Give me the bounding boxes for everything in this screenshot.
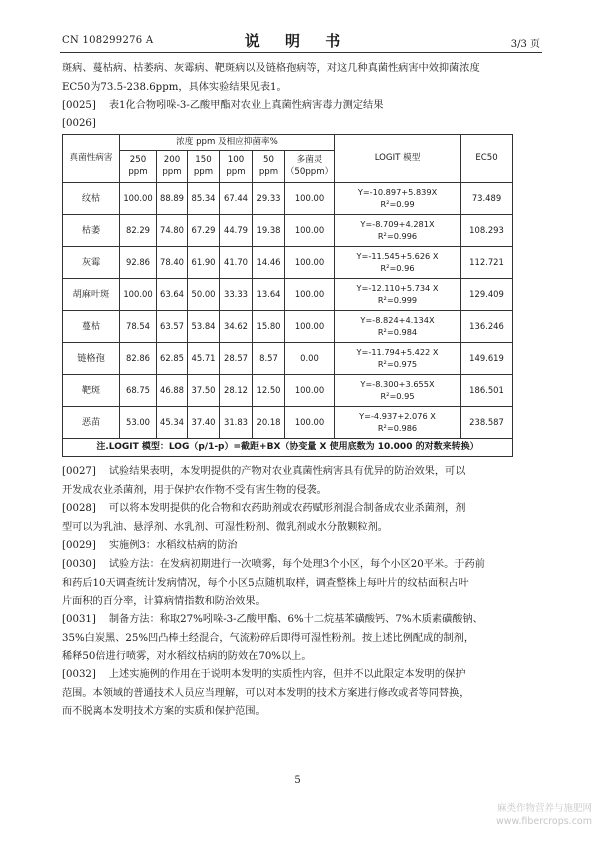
inhibition-value: 74.80	[157, 215, 188, 247]
table-row	[63, 279, 513, 311]
inhibition-value: 50.00	[188, 279, 220, 311]
logit-model	[335, 215, 461, 247]
pest-name: 靶斑	[63, 375, 120, 407]
header-rule	[60, 52, 542, 53]
paragraph-text: 上述实施例的作用在于说明本发明的实质性内容，但并不以此限定本发明的保护	[108, 669, 466, 680]
inhibition-value: 100.00	[120, 183, 157, 215]
table-row	[63, 247, 513, 279]
pest-name: 枯萎	[63, 215, 120, 247]
control-value: 100.00	[285, 407, 335, 439]
table-note: 注.LOGIT 模型：LOG（p/1-p）=截距+BX（协变量 X 使用底数为 10.000 的对数来转换）	[63, 439, 513, 457]
logit-equation: Y=-8.300+3.655X	[360, 379, 435, 389]
inhibition-value: 15.80	[253, 311, 285, 343]
header-ec50: EC50	[461, 135, 513, 183]
paragraph-line: 开发成农业杀菌剂，用于保护农作物不受有害生物的侵袭。	[62, 484, 327, 496]
inhibition-value: 31.83	[220, 407, 253, 439]
logit-model	[335, 375, 461, 407]
paragraph-line	[62, 500, 540, 519]
inhibition-value: 13.64	[253, 279, 285, 311]
table-row	[63, 183, 513, 215]
paragraph-number: [0032]	[62, 669, 96, 680]
inhibition-value: 37.40	[188, 407, 220, 439]
logit-r2: R²=0.996	[377, 230, 418, 241]
ec50-value: 73.489	[461, 183, 513, 215]
inhibition-value: 12.50	[253, 375, 285, 407]
inhibition-value: 8.57	[253, 343, 285, 375]
ec50-value: 238.587	[461, 407, 513, 439]
paragraph-0028	[62, 500, 540, 537]
logit-equation: Y=-11.794+5.422 X	[356, 347, 439, 357]
table-row	[63, 407, 513, 439]
logit-equation: Y=-8.824+4.134X	[360, 315, 435, 325]
inhibition-value: 63.64	[157, 279, 188, 311]
ec50-value: 129.409	[461, 279, 513, 311]
paragraph-line: 和药后10天调查统计发病情况，每个小区5点随机取样，调查整株上每叶片的纹枯面积占叶	[62, 577, 469, 589]
logit-r2: R²=0.984	[377, 326, 418, 337]
inhibition-value: 33.33	[220, 279, 253, 311]
logit-model	[335, 279, 461, 311]
watermark-line: www.fibercrops.com	[495, 816, 592, 827]
paragraph-number: [0027]	[62, 466, 96, 477]
intro-line: 斑病、蔓枯病、枯萎病、灰霉病、靶斑病以及链格孢病等，对这几种真菌性病害中效抑菌浓度	[62, 63, 480, 74]
paragraph-line	[62, 556, 540, 575]
paragraph-line: 稀释50倍进行喷雾，对水稻纹枯病的防效在70%以上。	[62, 651, 312, 662]
inhibition-value: 100.00	[120, 279, 157, 311]
inhibition-value: 53.84	[188, 311, 220, 343]
inhibition-value: 62.85	[157, 343, 188, 375]
logit-model	[335, 183, 461, 215]
paragraph-line	[62, 666, 540, 685]
header-conc: 100 ppm	[220, 151, 253, 183]
header-control: 多菌灵（50ppm）	[285, 151, 335, 183]
header-conc: 50 ppm	[253, 151, 285, 183]
logit-equation: Y=-11.545+5.626 X	[356, 251, 439, 261]
logit-r2: R²=0.99	[380, 198, 415, 209]
pest-name: 纹枯	[63, 183, 120, 215]
page-indicator: 3/3 页	[510, 39, 540, 50]
inhibition-value: 20.18	[253, 407, 285, 439]
paragraph-number: [0029]	[62, 540, 96, 551]
header-conc: 150 ppm	[188, 151, 220, 183]
inhibition-value: 41.70	[220, 247, 253, 279]
watermark-line: 麻类作物营养与施肥网	[496, 803, 592, 814]
inhibition-value: 37.50	[188, 375, 220, 407]
watermark	[470, 802, 592, 828]
paragraph-text: 实施例3：水稻纹枯病的防治	[108, 540, 238, 551]
paragraph-line: 35%白炭黑、25%凹凸棒土经混合，气流粉碎后即得可湿性粉剂。按上述比例配成的制剂，	[62, 632, 475, 644]
table-row	[63, 215, 513, 247]
inhibition-value: 63.57	[157, 311, 188, 343]
inhibition-value: 14.46	[253, 247, 285, 279]
inhibition-value: 78.40	[157, 247, 188, 279]
inhibition-value: 53.00	[120, 407, 157, 439]
paragraph-0026	[62, 115, 540, 134]
inhibition-value: 29.33	[253, 183, 285, 215]
ec50-value: 112.721	[461, 247, 513, 279]
paragraph-text: 制备方法：称取27%吲哚-3-乙酸甲酯、6%十二烷基苯磺酸钙、7%木质素磺酸钠、	[108, 614, 483, 625]
logit-r2: R²=0.975	[377, 358, 418, 369]
inhibition-value: 28.12	[220, 375, 253, 407]
intro-paragraph	[62, 60, 540, 97]
inhibition-value: 67.29	[188, 215, 220, 247]
paragraph-number: [0026]	[62, 118, 96, 129]
ec50-value: 108.293	[461, 215, 513, 247]
ec50-value: 186.501	[461, 375, 513, 407]
paragraph-line: 而不脱离本发明技术方案的实质和保护范围。	[62, 706, 266, 717]
logit-model	[335, 311, 461, 343]
inhibition-value: 45.34	[157, 407, 188, 439]
logit-equation: Y=-12.110+5.734 X	[356, 283, 439, 293]
paragraph-number: [0031]	[62, 614, 96, 625]
control-value: 100.00	[285, 375, 335, 407]
inhibition-value: 67.44	[220, 183, 253, 215]
inhibition-value: 28.57	[220, 343, 253, 375]
paragraph-line: 型可以为乳油、悬浮剂、水乳剂、可湿性粉剂、微乳剂或水分散颗粒剂。	[62, 521, 388, 533]
header-conc: 250 ppm	[120, 151, 157, 183]
page-title: 说 明 书	[244, 32, 351, 50]
logit-model	[335, 247, 461, 279]
inhibition-value: 44.79	[220, 215, 253, 247]
logit-model	[335, 343, 461, 375]
inhibition-value: 88.89	[157, 183, 188, 215]
header-concentration-group: 浓度 ppm 及相应抑菌率%	[120, 135, 335, 151]
paragraph-line: 片面积的百分率，计算病情指数和防治效果。	[62, 596, 266, 607]
paragraph-line: 范围。本领域的普通技术人员应当理解，可以对本发明的技术方案进行修改或者等同替换，	[62, 687, 470, 699]
inhibition-value: 85.34	[188, 183, 220, 215]
control-value: 0.00	[285, 343, 335, 375]
inhibition-value: 45.71	[188, 343, 220, 375]
ec50-value: 136.246	[461, 311, 513, 343]
logit-r2: R²=0.986	[377, 422, 418, 433]
logit-r2: R²=0.999	[377, 294, 418, 305]
logit-equation: Y=-4.937+2.076 X	[359, 411, 436, 421]
paragraph-0031	[62, 611, 540, 667]
header-logit: LOGIT 模型	[335, 135, 461, 183]
logit-equation: Y=-10.897+5.839X	[357, 187, 438, 197]
table-row	[63, 375, 513, 407]
inhibition-value: 68.75	[120, 375, 157, 407]
paragraph-line	[62, 611, 540, 630]
paragraph-0025	[62, 97, 540, 116]
pest-name: 链格孢	[63, 343, 120, 375]
inhibition-value: 82.86	[120, 343, 157, 375]
inhibition-value: 61.90	[188, 247, 220, 279]
control-value: 100.00	[285, 279, 335, 311]
paragraph-0030	[62, 556, 540, 612]
paragraph-number: [0028]	[62, 503, 96, 514]
logit-r2: R²=0.95	[380, 390, 415, 401]
logit-model	[335, 407, 461, 439]
paragraph-line	[62, 463, 540, 482]
pest-name: 胡麻叶斑	[63, 279, 120, 311]
inhibition-value: 19.38	[253, 215, 285, 247]
logit-equation: Y=-8.709+4.281X	[360, 219, 435, 229]
control-value: 100.00	[285, 215, 335, 247]
paragraph-0029	[62, 537, 540, 556]
pest-name: 灰霉	[63, 247, 120, 279]
ec50-value: 149.619	[461, 343, 513, 375]
table-row	[63, 343, 513, 375]
table-caption: 表1化合物吲哚-3-乙酸甲酯对农业上真菌性病害毒力测定结果	[108, 100, 384, 111]
header-pest: 真菌性病害	[63, 135, 120, 183]
inhibition-value: 92.86	[120, 247, 157, 279]
paragraph-number: [0030]	[62, 559, 96, 570]
paragraph-text: 可以将本发明提供的化合物和农药助剂或农药赋形剂混合制备成农业杀菌剂，剂	[108, 503, 466, 514]
page-number: 5	[294, 775, 301, 786]
paragraph-number: [0025]	[62, 100, 96, 111]
intro-line: EC50为73.5-238.6ppm，具体实验结果见表1。	[62, 81, 287, 93]
header-conc: 200 ppm	[157, 151, 188, 183]
control-value: 100.00	[285, 311, 335, 343]
table-row	[63, 311, 513, 343]
control-value: 100.00	[285, 183, 335, 215]
pest-name: 蔓枯	[63, 311, 120, 343]
paragraph-text: 试验结果表明，本发明提供的产物对农业真菌性病害具有优异的防治效果，可以	[108, 466, 466, 477]
toxicity-table	[62, 134, 513, 457]
document-number: CN 108299276 A	[62, 35, 154, 46]
inhibition-value: 34.62	[220, 311, 253, 343]
pest-name: 恶苗	[63, 407, 120, 439]
paragraph-0027	[62, 463, 540, 500]
paragraph-text: 试验方法：在发病初期进行一次喷雾，每个处理3个小区，每个小区20平米。于药前	[108, 559, 485, 570]
inhibition-value: 82.29	[120, 215, 157, 247]
control-value: 100.00	[285, 247, 335, 279]
paragraph-0032	[62, 666, 540, 722]
logit-r2: R²=0.96	[380, 262, 415, 273]
inhibition-value: 78.54	[120, 311, 157, 343]
inhibition-value: 46.88	[157, 375, 188, 407]
